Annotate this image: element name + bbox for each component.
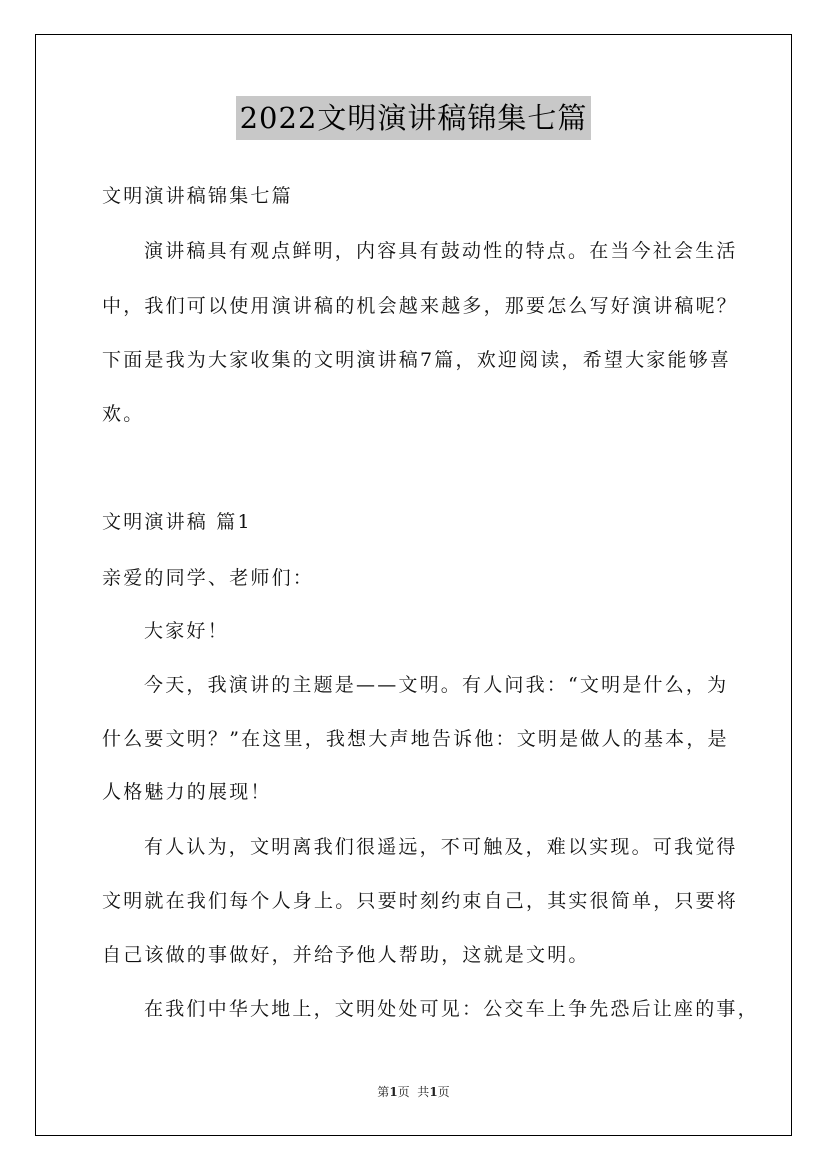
body-line: 文明就在我们每个人身上。只要时刻约束自己，其实很简单，只要将	[102, 890, 739, 912]
footer-page-total: 1	[429, 1085, 438, 1099]
subtitle-line: 文明演讲稿锦集七篇	[102, 185, 293, 207]
body-line: 演讲稿具有观点鲜明，内容具有鼓动性的特点。在当今社会生活	[144, 240, 738, 262]
body-line: 人格魅力的展现！	[102, 781, 272, 803]
body-line: 中，我们可以使用演讲稿的机会越来越多，那要怎么写好演讲稿呢？	[102, 295, 739, 317]
body-line: 下面是我为大家收集的文明演讲稿7篇，欢迎阅读，希望大家能够喜	[102, 349, 732, 371]
body-line: 自己该做的事做好，并给予他人帮助，这就是文明。	[102, 944, 590, 966]
body-line: 今天，我演讲的主题是——文明。有人问我：“文明是什么，为	[144, 674, 729, 696]
document-title: 2022文明演讲稿锦集七篇	[236, 96, 592, 140]
title-container	[0, 96, 827, 140]
footer-page-mid: 页 共	[397, 1085, 430, 1099]
page-footer	[0, 1083, 827, 1100]
body-line: 在我们中华大地上，文明处处可见：公交车上争先恐后让座的事，	[144, 998, 759, 1020]
footer-page-suffix: 页	[437, 1085, 450, 1099]
salutation: 亲爱的同学、老师们：	[102, 567, 315, 589]
footer-page-current: 1	[389, 1085, 398, 1099]
section-heading: 文明演讲稿 篇1	[102, 511, 252, 533]
body-line: 欢。	[102, 403, 145, 425]
greeting: 大家好！	[144, 620, 229, 642]
body-line: 有人认为，文明离我们很遥远，不可触及，难以实现。可我觉得	[144, 836, 738, 858]
footer-page-prefix: 第	[377, 1085, 390, 1099]
body-line: 什么要文明？”在这里，我想大声地告诉他：文明是做人的基本，是	[102, 728, 729, 750]
